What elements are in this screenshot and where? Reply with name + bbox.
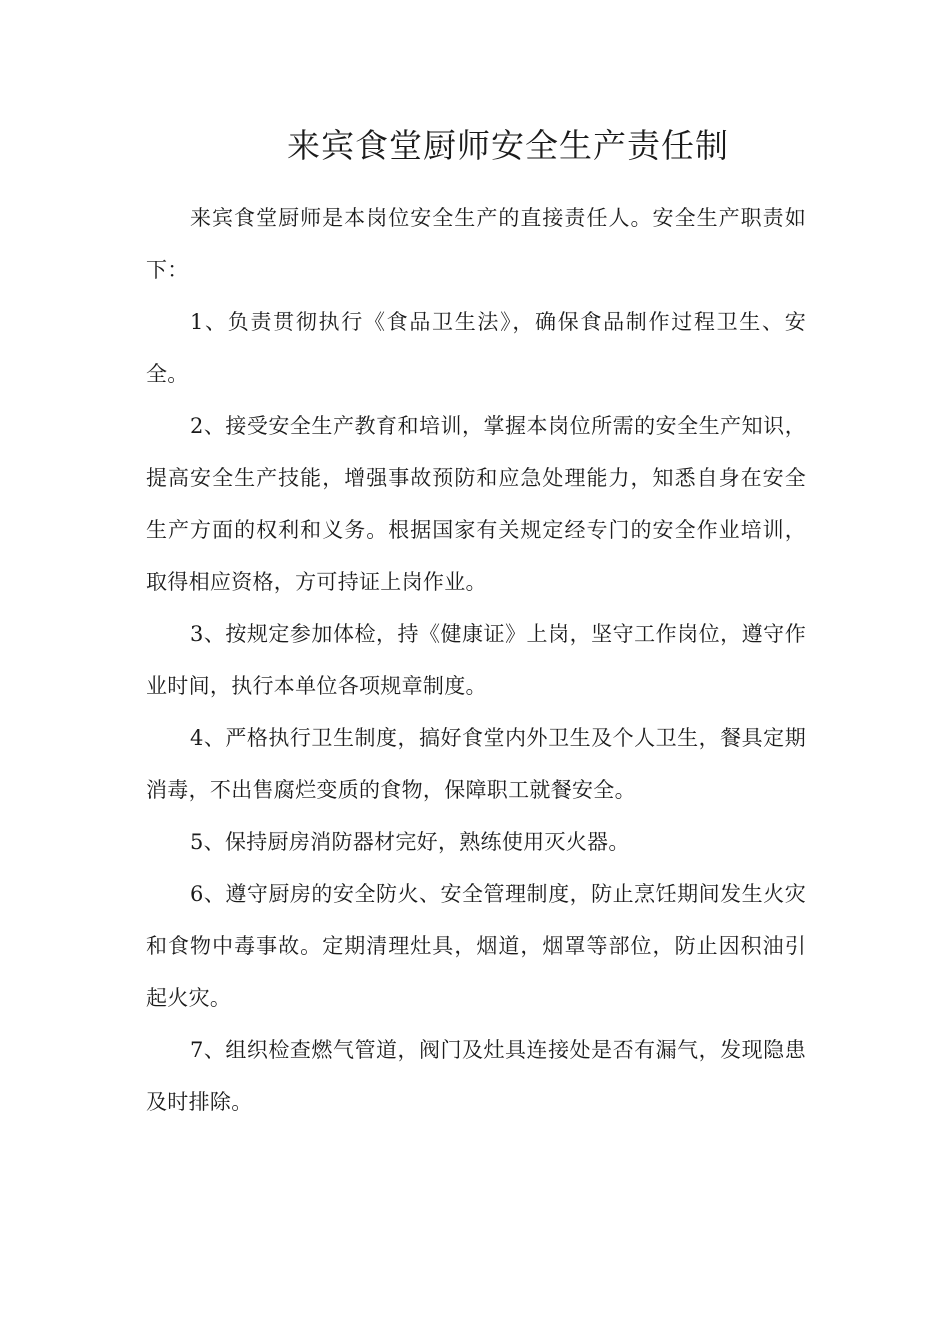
paragraph-intro: 来宾食堂厨师是本岗位安全生产的直接责任人。安全生产职责如下：: [146, 206, 806, 282]
paragraph-item-3: 3、按规定参加体检，持《健康证》上岗，坚守工作岗位，遵守作业时间，执行本单位各项规章制度。: [146, 622, 806, 698]
document-body: [146, 192, 806, 1128]
paragraph-item-4: 4、严格执行卫生制度，搞好食堂内外卫生及个人卫生，餐具定期消毒，不出售腐烂变质的食物，保障职工就餐安全。: [146, 726, 806, 802]
paragraph-item-7: 7、组织检查燃气管道，阀门及灶具连接处是否有漏气，发现隐患及时排除。: [146, 1038, 806, 1114]
paragraph-item-1: 1、负责贯彻执行《食品卫生法》，确保食品制作过程卫生、安全。: [146, 310, 806, 386]
paragraph-item-5: 5、保持厨房消防器材完好，熟练使用灭火器。: [190, 830, 630, 854]
paragraph-item-6: 6、遵守厨房的安全防火、安全管理制度，防止烹饪期间发生火灾和食物中毒事故。定期清理灶具，烟道，烟罩等部位，防止因积油引起火灾。: [146, 882, 806, 1010]
document-title: 来宾食堂厨师安全生产责任制: [287, 126, 729, 165]
paragraph-item-2: 2、接受安全生产教育和培训，掌握本岗位所需的安全生产知识，提高安全生产技能，增强事故预防和应急处理能力，知悉自身在安全生产方面的权利和义务。根据国家有关规定经专门的安全作业培训，取得相应资格，方可持证上岗作业。: [146, 414, 806, 594]
